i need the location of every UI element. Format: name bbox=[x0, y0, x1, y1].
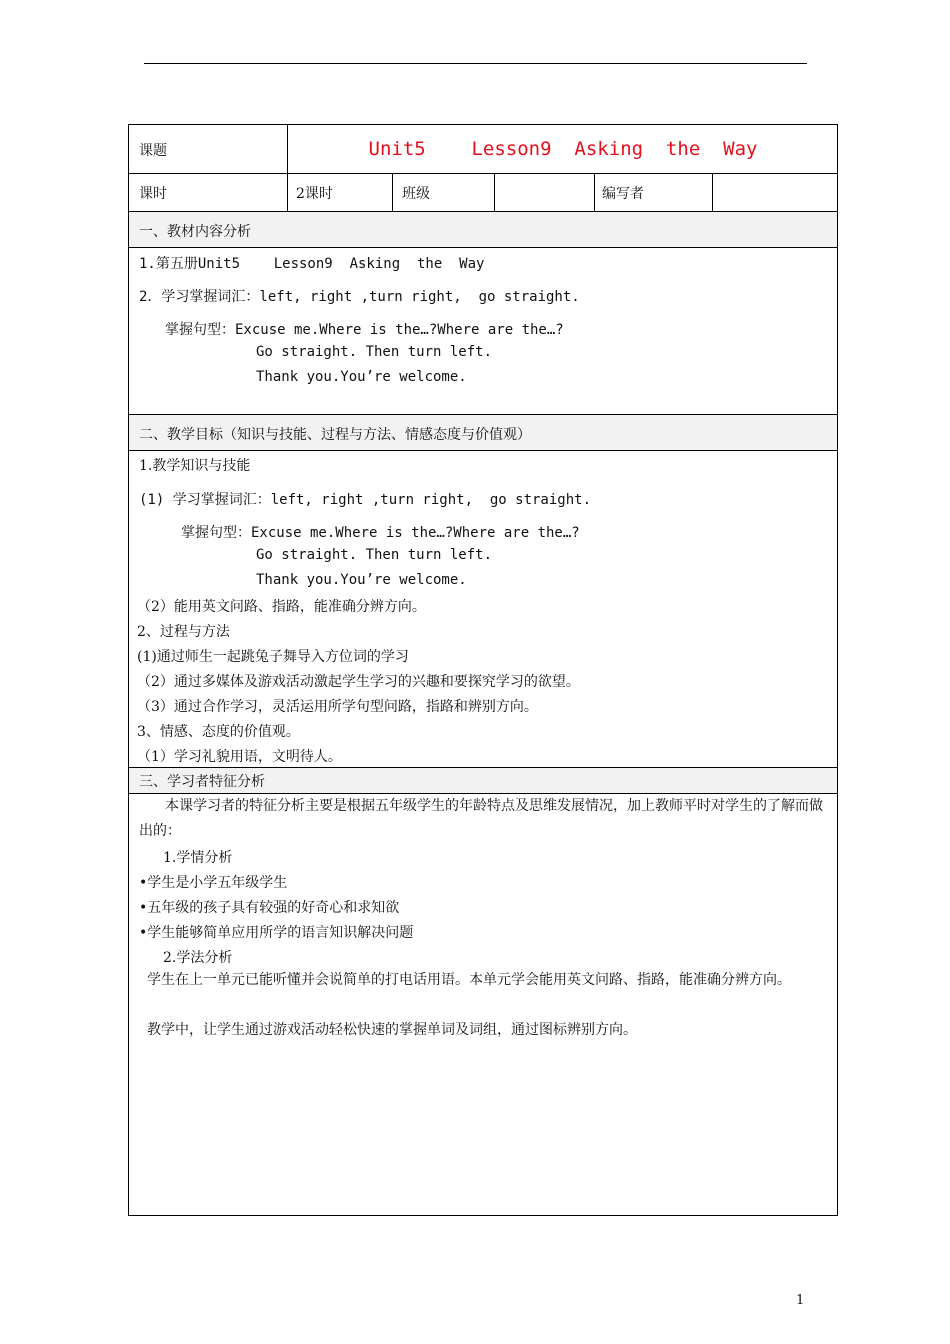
section2-line: (1)通过师生一起跳兔子舞导入方位词的学习 bbox=[137, 649, 409, 665]
row-divider bbox=[129, 450, 837, 451]
row-divider bbox=[129, 414, 837, 415]
section3-bullet: •学生是小学五年级学生 bbox=[139, 875, 288, 891]
section1-line: Go straight. Then turn left. bbox=[256, 344, 493, 360]
section3-subheading: 2.学法分析 bbox=[163, 950, 233, 966]
hours-label: 课时 bbox=[139, 186, 167, 202]
page-number: 1 bbox=[796, 1293, 805, 1308]
section2-line: （3）通过合作学习，灵活运用所学句型问路，指路和辨别方向。 bbox=[137, 699, 538, 715]
row-divider bbox=[129, 247, 837, 248]
class-label: 班级 bbox=[402, 186, 430, 202]
header-rule bbox=[144, 63, 807, 64]
section2-line: 3、情感、态度的价值观。 bbox=[137, 724, 300, 740]
section1-line: 1.第五册Unit5 Lesson9 Asking the Way bbox=[139, 256, 485, 272]
section1-line: Thank you.You’re welcome. bbox=[256, 369, 467, 385]
row-divider bbox=[129, 767, 837, 768]
col-divider bbox=[594, 173, 595, 211]
section2-line: 2、过程与方法 bbox=[137, 624, 230, 640]
hours-value: 2课时 bbox=[296, 186, 333, 202]
section3-paragraph: 教学中，让学生通过游戏活动轻松快速的掌握单词及词组，通过图标辨别方向。 bbox=[147, 1022, 637, 1038]
row-divider bbox=[129, 211, 837, 212]
section2-line: 掌握句型：Excuse me.Where is the…?Where are the…? bbox=[181, 525, 580, 541]
section2-line: （2）能用英文问路、指路，能准确分辨方向。 bbox=[137, 599, 426, 615]
section2-line: (1) 学习掌握词汇：left, right ,turn right, go straight. bbox=[139, 492, 592, 508]
section2-line: Thank you.You’re welcome. bbox=[256, 572, 467, 588]
col-divider bbox=[392, 173, 393, 211]
section3-subheading: 1.学情分析 bbox=[163, 850, 233, 866]
topic-label: 课题 bbox=[139, 143, 167, 159]
section2-line: 1.教学知识与技能 bbox=[139, 458, 251, 474]
section3-heading: 三、学习者特征分析 bbox=[139, 774, 265, 790]
section3-paragraph: 学生在上一单元已能听懂并会说简单的打电话用语。本单元学会能用英文问路、指路，能准确分辨方向。 bbox=[147, 972, 791, 988]
section2-heading: 二、教学目标（知识与技能、过程与方法、情感态度与价值观） bbox=[139, 427, 531, 443]
col-divider bbox=[712, 173, 713, 211]
section3-intro: 本课学习者的特征分析主要是根据五年级学生的年龄特点及思维发展情况，加上教师平时对学生的了解而做出的： bbox=[139, 798, 823, 839]
section2-line: （1）学习礼貌用语，文明待人。 bbox=[137, 749, 342, 765]
col-divider bbox=[494, 173, 495, 211]
author-label: 编写者 bbox=[602, 186, 644, 202]
section1-line: 掌握句型：Excuse me.Where is the…?Where are the…? bbox=[165, 322, 564, 338]
row-divider bbox=[129, 173, 837, 174]
section2-line: （2）通过多媒体及游戏活动激起学生学习的兴趣和要探究学习的欲望。 bbox=[137, 674, 580, 690]
section2-line: Go straight. Then turn left. bbox=[256, 547, 493, 563]
section1-line: 2．学习掌握词汇：left, right ,turn right, go straight. bbox=[139, 289, 580, 305]
section3-bullet: •学生能够简单应用所学的语言知识解决问题 bbox=[139, 925, 414, 941]
lesson-plan-table bbox=[128, 124, 838, 1216]
section3-bullet: •五年级的孩子具有较强的好奇心和求知欲 bbox=[139, 900, 400, 916]
lesson-title: Unit5 Lesson9 Asking the Way bbox=[368, 138, 758, 160]
section1-heading: 一、教材内容分析 bbox=[139, 224, 251, 240]
